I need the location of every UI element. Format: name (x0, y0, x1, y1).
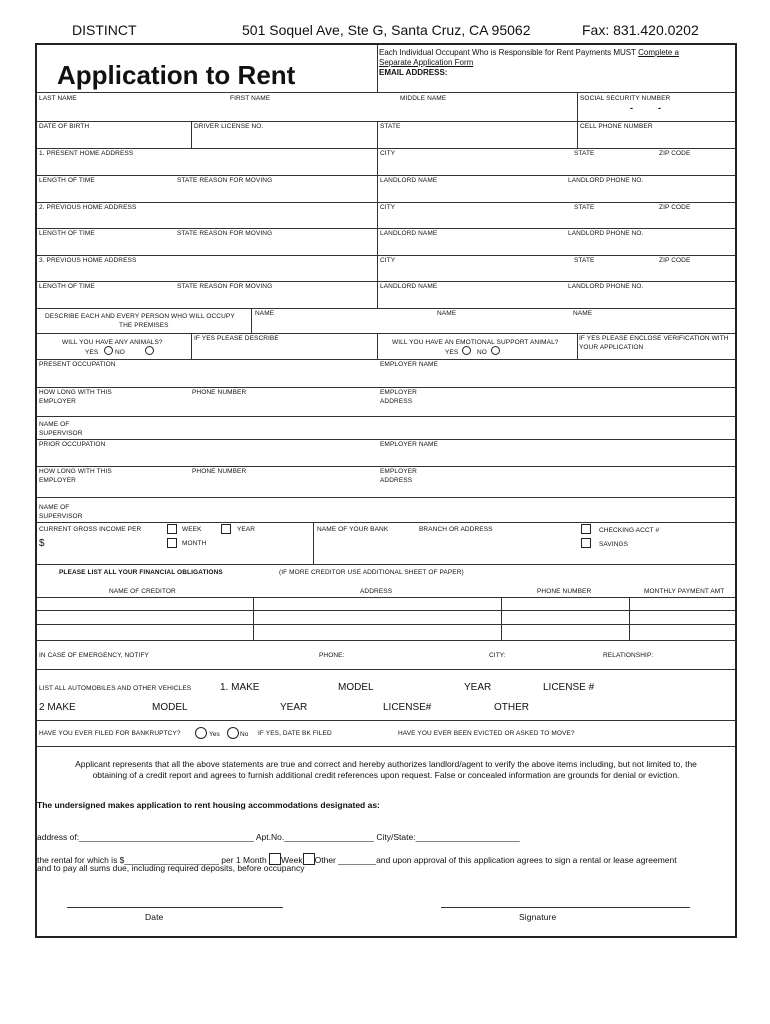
employer-address-label-2: ADDRESS (380, 477, 413, 484)
support-yes-label: YES (445, 349, 459, 356)
occupants-label: DESCRIBE EACH AND EVERY PERSON WHO WILL OCCUPY (45, 313, 235, 320)
bankruptcy-yes-label: Yes (209, 731, 220, 738)
landlord-name-label: LANDLORD NAME (380, 230, 438, 237)
bankruptcy-yes-radio[interactable] (195, 727, 207, 739)
support-no-label: NO (477, 349, 487, 356)
reason-moving-label: STATE REASON FOR MOVING (177, 230, 273, 237)
how-long-label: HOW LONG WITH THIS (39, 468, 112, 475)
signature-label: Signature (519, 912, 557, 922)
phone-number-label: PHONE NUMBER (192, 389, 247, 396)
supervisor-label: NAME OF (39, 421, 70, 428)
year-label-2: YEAR (280, 702, 308, 713)
other-label: OTHER (494, 702, 529, 713)
dob-label: DATE OF BIRTH (39, 123, 90, 130)
landlord-phone-label: LANDLORD PHONE NO. (568, 283, 644, 290)
emergency-city-label: CITY: (489, 652, 506, 659)
bankruptcy-question: HAVE YOU EVER FILED FOR BANKRUPTCY? (39, 730, 181, 737)
income-dollar-sign: $ (39, 538, 45, 549)
occupant-name-label: NAME (573, 310, 593, 317)
verification-note: IF YES PLEASE ENCLOSE VERIFICATION WITH (579, 335, 729, 342)
company-address: 501 Soquel Ave, Ste G, Santa Cruz, CA 95062 (242, 22, 531, 38)
monthly-payment-header: MONTHLY PAYMENT AMT (644, 588, 725, 595)
form-title: Application to Rent (57, 60, 296, 90)
present-occupation-label: PRESENT OCCUPATION (39, 361, 116, 368)
notice-separate-form: Separate Application Form (379, 58, 474, 67)
previous-address-label: 2. PREVIOUS HOME ADDRESS (39, 204, 137, 211)
state-label: STATE (574, 150, 595, 157)
year-label: YEAR (237, 526, 256, 533)
first-name-label: FIRST NAME (230, 95, 271, 102)
bankruptcy-no-radio[interactable] (227, 727, 239, 739)
notice-text: Each Individual Occupant Who is Responsible for Rent Payments MUST Complete a (379, 48, 680, 57)
present-address-label: 1. PRESENT HOME ADDRESS (39, 150, 134, 157)
ssn-dashes: - - (630, 103, 661, 113)
savings-checkbox[interactable] (581, 538, 591, 548)
supervisor-label-2: SUPERVISOR (39, 430, 83, 437)
bank-name-label: NAME OF YOUR BANK (317, 526, 389, 533)
employer-name-label: EMPLOYER NAME (380, 441, 439, 448)
reason-moving-label: STATE REASON FOR MOVING (177, 177, 273, 184)
savings-label: SAVINGS (599, 541, 629, 548)
zip-label: ZIP CODE (659, 257, 691, 264)
rental-terms-2: and to pay all sums due, including required deposits, before occupancy (37, 863, 305, 873)
rental-terms: the rental for which is $____________________ per 1 Month Week Other ________and upon approval of this application agrees to sign a rental or lease agreement (37, 855, 677, 865)
animals-yes-radio[interactable] (104, 346, 113, 355)
length-of-time-label: LENGTH OF TIME (39, 177, 95, 184)
zip-label: ZIP CODE (659, 150, 691, 157)
phone-number-label: PHONE NUMBER (192, 468, 247, 475)
middle-name-label: MIDDLE NAME (400, 95, 447, 102)
landlord-phone-label: LANDLORD PHONE NO. (568, 230, 644, 237)
length-of-time-label: LENGTH OF TIME (39, 283, 95, 290)
emergency-label: IN CASE OF EMERGENCY, NOTIFY (39, 652, 149, 659)
eviction-question: HAVE YOU EVER BEEN EVICTED OR ASKED TO MOVE? (398, 730, 575, 737)
how-long-label-2: EMPLOYER (39, 398, 76, 405)
cell-phone-label: CELL PHONE NUMBER (580, 123, 653, 130)
bankruptcy-no-label: No (240, 731, 249, 738)
state-label: STATE (574, 204, 595, 211)
support-no-radio[interactable] (491, 346, 500, 355)
statement-line-2: obtaining of a credit report and agrees to furnish additional credit references upon request. False or concealed information are grounds for denial or eviction. (92, 770, 680, 780)
city-label: CITY (380, 257, 396, 264)
length-of-time-label: LENGTH OF TIME (39, 230, 95, 237)
animals-question: WILL YOU HAVE ANY ANIMALS? (62, 339, 163, 346)
month-checkbox[interactable] (167, 538, 177, 548)
checking-checkbox[interactable] (581, 524, 591, 534)
model-label: MODEL (338, 682, 374, 693)
emergency-phone-label: PHONE: (319, 652, 345, 659)
creditor-phone-header: PHONE NUMBER (537, 588, 592, 595)
checking-label: CHECKING ACCT # (599, 527, 660, 534)
ssn-label: SOCIAL SECURITY NUMBER (580, 95, 671, 102)
employer-address-label: EMPLOYER (380, 389, 417, 396)
company-name: DISTINCT (72, 22, 137, 38)
reason-moving-label: STATE REASON FOR MOVING (177, 283, 273, 290)
creditor-address-header: ADDRESS (360, 588, 393, 595)
model-label-2: MODEL (152, 702, 188, 713)
make2-label: 2 MAKE (39, 702, 76, 713)
animals-no-radio[interactable] (145, 346, 154, 355)
statement-line-1: Applicant represents that all the above statements are true and correct and hereby authorizes landlord/agent to verify the above items including, but not limited to, the (75, 759, 697, 769)
support-animal-question: WILL YOU HAVE AN EMOTIONAL SUPPORT ANIMAL? (392, 339, 559, 346)
last-name-label: LAST NAME (39, 95, 77, 102)
landlord-name-label: LANDLORD NAME (380, 283, 438, 290)
supervisor-label-2: SUPERVISOR (39, 513, 83, 520)
undersigned-text: The undersigned makes application to rent housing accommodations designated as: (37, 800, 380, 810)
previous-address-label: 3. PREVIOUS HOME ADDRESS (39, 257, 137, 264)
creditor-name-header: NAME OF CREDITOR (109, 588, 176, 595)
landlord-name-label: LANDLORD NAME (380, 177, 438, 184)
gross-income-label: CURRENT GROSS INCOME PER (39, 526, 142, 533)
city-label: CITY (380, 150, 396, 157)
how-long-label-2: EMPLOYER (39, 477, 76, 484)
occupant-name-label: NAME (437, 310, 457, 317)
email-address-label: EMAIL ADDRESS: (379, 68, 448, 77)
zip-label: ZIP CODE (659, 204, 691, 211)
employer-name-label: EMPLOYER NAME (380, 361, 439, 368)
occupants-label-2: THE PREMISES (119, 322, 169, 329)
year-checkbox[interactable] (221, 524, 231, 534)
year-label: YEAR (464, 682, 492, 693)
obligations-note: (IF MORE CREDITOR USE ADDITIONAL SHEET OF PAPER) (279, 569, 464, 576)
state-label: STATE (380, 123, 401, 130)
driver-license-label: DRIVER LICENSE NO. (194, 123, 264, 130)
support-yes-radio[interactable] (462, 346, 471, 355)
prior-occupation-label: PRIOR OCCUPATION (39, 441, 106, 448)
verification-note-2: YOUR APPLICATION (579, 344, 644, 351)
vehicles-label: LIST ALL AUTOMOBILES AND OTHER VEHICLES (39, 685, 192, 692)
make1-label: 1. MAKE (220, 682, 260, 693)
animals-yes-label: YES (85, 349, 99, 356)
city-label: CITY (380, 204, 396, 211)
employer-address-label-2: ADDRESS (380, 398, 413, 405)
month-label: MONTH (182, 540, 207, 547)
supervisor-label: NAME OF (39, 504, 70, 511)
application-form (35, 43, 737, 938)
bank-branch-label: BRANCH OR ADDRESS (419, 526, 493, 533)
license-label: LICENSE # (543, 682, 595, 693)
company-fax: Fax: 831.420.0202 (582, 22, 699, 38)
address-of-line: address of:_____________________________________ Apt.No.___________________ City/State:______________________ (37, 832, 520, 842)
state-label: STATE (574, 257, 595, 264)
license2-label: LICENSE# (383, 702, 432, 713)
employer-address-label: EMPLOYER (380, 468, 417, 475)
how-long-label: HOW LONG WITH THIS (39, 389, 112, 396)
date-label: Date (145, 912, 164, 922)
bankruptcy-date-label: IF YES, DATE BK FILED (258, 730, 332, 737)
obligations-title: PLEASE LIST ALL YOUR FINANCIAL OBLIGATIONS (59, 569, 223, 576)
week-checkbox[interactable] (167, 524, 177, 534)
animals-no-label: NO (115, 349, 125, 356)
relationship-label: RELATIONSHIP: (603, 652, 654, 659)
landlord-phone-label: LANDLORD PHONE NO. (568, 177, 644, 184)
week-label: WEEK (182, 526, 202, 533)
occupant-name-label: NAME (255, 310, 275, 317)
animals-describe-label: IF YES PLEASE DESCRIBE (194, 335, 279, 342)
